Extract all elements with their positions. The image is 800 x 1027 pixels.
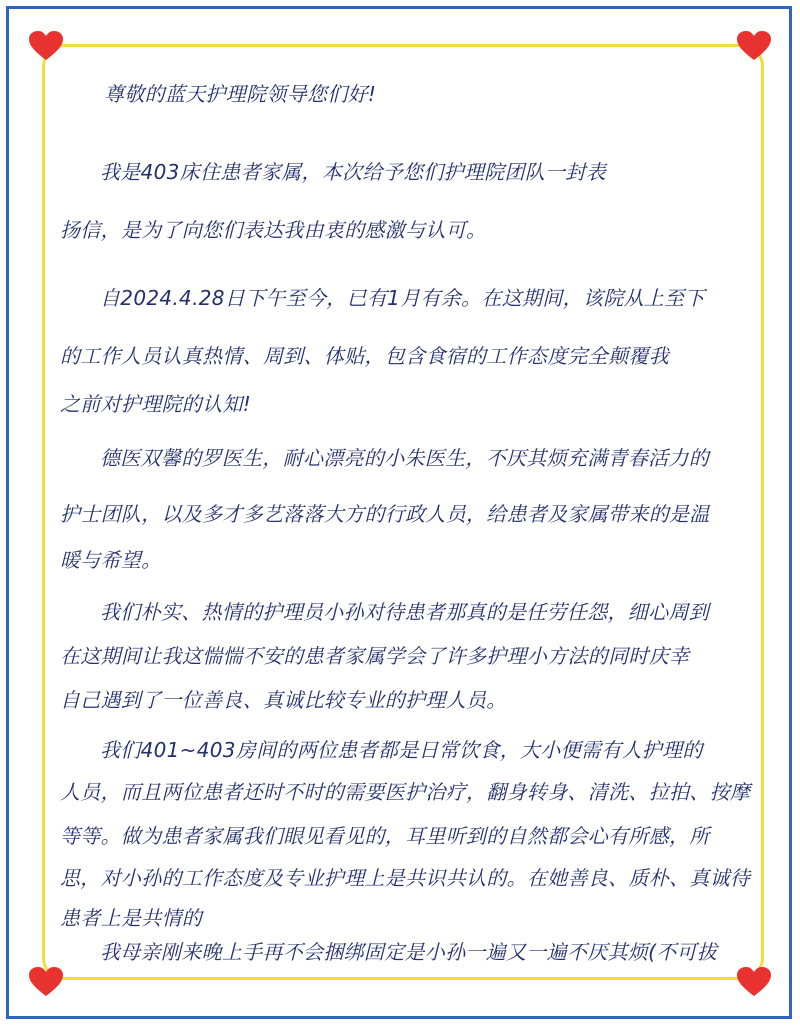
letter-line: 人员，而且两位患者还时不时的需要医护治疗，翻身转身、清洗、拉拍、按摩 [60, 780, 751, 804]
letter-line: 我们401~403房间的两位患者都是日常饮食，大小便需有人护理的 [100, 738, 703, 762]
letter-line: 之前对护理院的认知! [60, 392, 252, 416]
heart-icon [28, 30, 64, 62]
letter-line: 思，对小孙的工作态度及专业护理上是共识共认的。在她善良、质朴、真诚待 [60, 866, 751, 890]
letter-line: 扬信，是为了向您们表达我由衷的感激与认可。 [60, 218, 487, 242]
letter-greeting: 尊敬的蓝天护理院领导您们好! [104, 82, 377, 106]
letter-line: 的工作人员认真热情、周到、体贴，包含食宿的工作态度完全颠覆我 [60, 344, 669, 368]
letter-line: 自2024.4.28日下午至今，已有1月有余。在这期间，该院从上至下 [100, 286, 705, 310]
letter-line: 我们朴实、热情的护理员小孙对待患者那真的是任劳任怨，细心周到 [100, 600, 709, 624]
letter-line: 护士团队，以及多才多艺落落大方的行政人员，给患者及家属带来的是温 [60, 502, 710, 526]
letter-line: 我母亲刚来晚上手再不会捆绑固定是小孙一遍又一遍不厌其烦(不可拔 [100, 940, 718, 964]
letter-line: 在这期间让我这惴惴不安的患者家属学会了许多护理小方法的同时庆幸 [60, 644, 690, 668]
letter-line: 自己遇到了一位善良、真诚比较专业的护理人员。 [60, 688, 507, 712]
letter-line: 暖与希望。 [60, 548, 162, 572]
letter-line: 患者上是共情的 [60, 906, 203, 930]
heart-icon [736, 966, 772, 998]
letter-line: 德医双馨的罗医生，耐心漂亮的小朱医生，不厌其烦充满青春活力的 [100, 446, 709, 470]
heart-icon [736, 30, 772, 62]
heart-icon [28, 966, 64, 998]
letter-line: 我是403床住患者家属，本次给予您们护理院团队一封表 [100, 160, 606, 184]
letter-line: 等等。做为患者家属我们眼见看见的，耳里听到的自然都会心有所感，所 [60, 824, 710, 848]
handwritten-letter [60, 70, 750, 970]
